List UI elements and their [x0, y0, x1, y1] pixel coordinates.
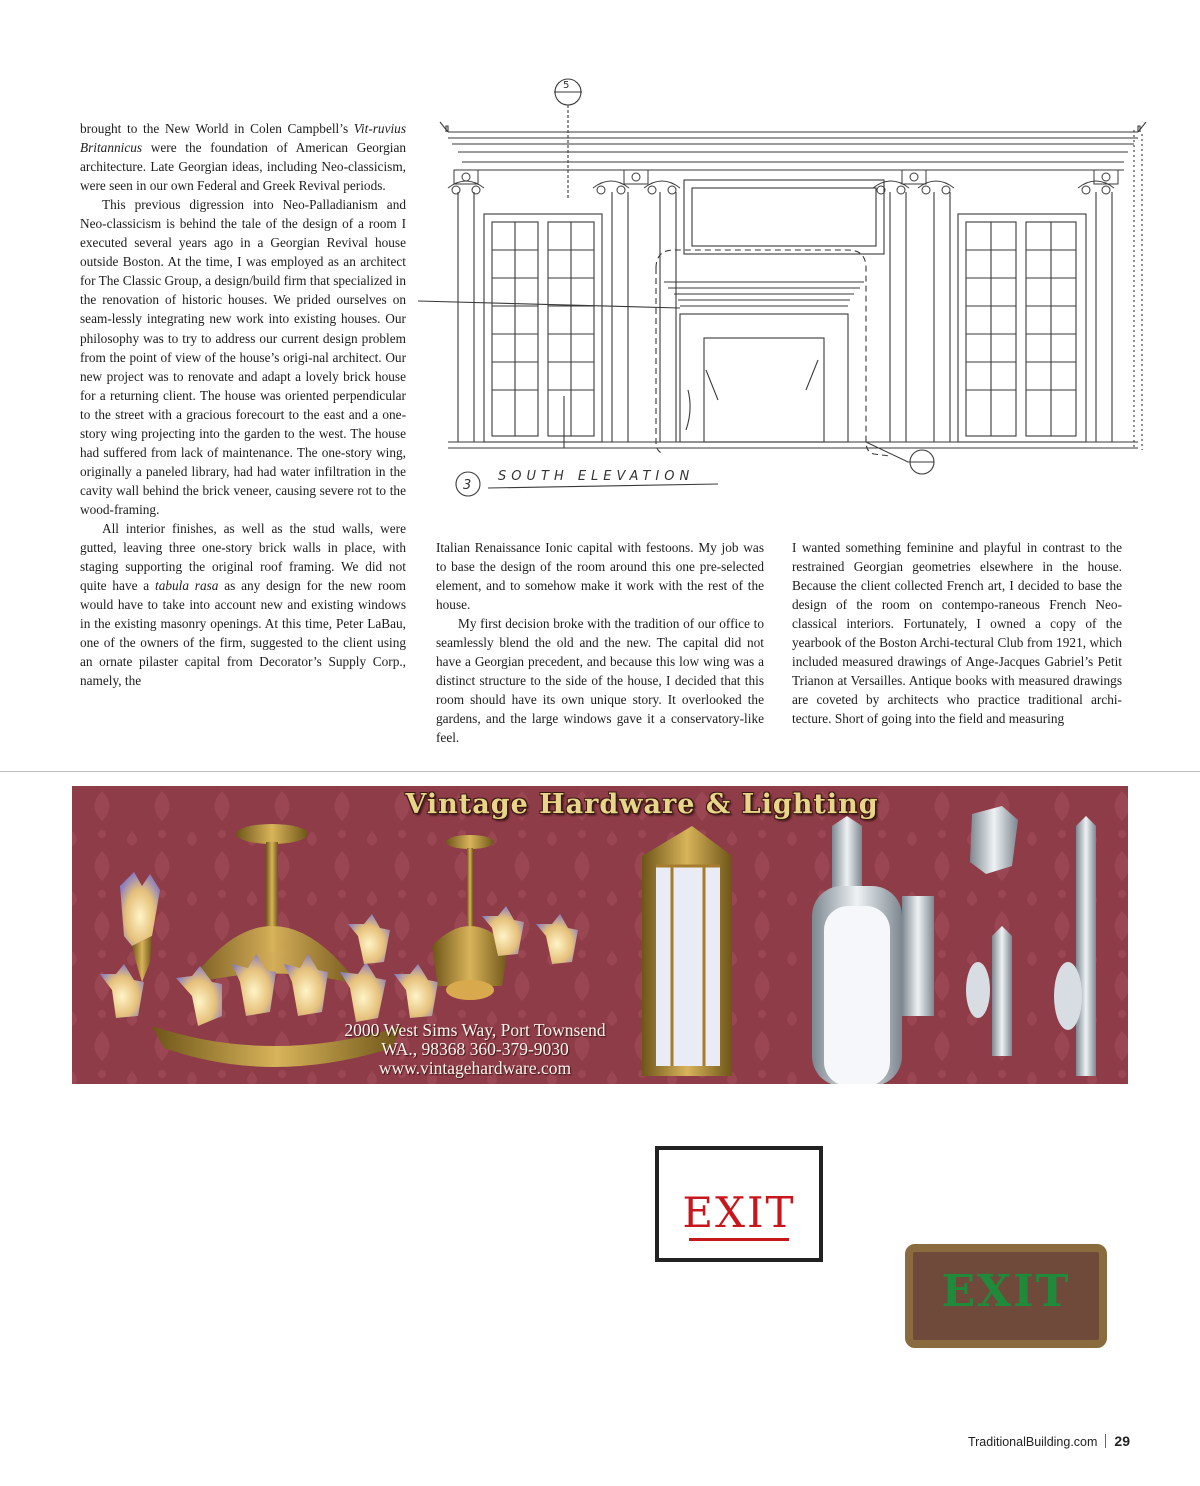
page-footer	[968, 1433, 1130, 1449]
italic-title: tabula rasa	[155, 578, 219, 594]
article-paragraph: I wanted something feminine and playful in contrast to the restrained Georgian geometries elsewhere in the house. Because the client collected French art, I decided to base the design of the room on contempo-raneous French Neo-classical interiors. Fortunately, I owned a copy of the yearbook of the Boston Archi-tectural Club from 1921, which included measured drawings of Ange-Jacques Gabriel’s Petit Trianon at Versailles. Antique books with measured drawings are coveted by architects who practice traditional archi-tecture. Short of going into the field and measuring	[792, 540, 1122, 727]
ad-title: Vintage Hardware & Lighting	[405, 789, 879, 820]
ad-address	[310, 1021, 640, 1078]
footer-separator	[1105, 1434, 1106, 1448]
south-elevation-drawing	[418, 70, 1178, 510]
exit-sign-2-label: EXIT	[941, 1266, 1071, 1317]
site-name[interactable]: TraditionalBuilding.com	[967, 1435, 1098, 1449]
advertisement[interactable]	[72, 786, 1128, 1084]
article-column-2	[436, 538, 764, 748]
article-column-3	[792, 538, 1122, 728]
brass-wall-lantern	[642, 826, 732, 1076]
article-paragraph: All interior finishes, as well as the stud walls, were gutted, leaving three one-story brick walls in place, with staging supporting the original roof framing. We did not quite have a tabula rasa as any design for the new room would have to take into account new and existing windows in the existing masonry openings. At this time, Peter LaBau, one of the owners of the firm, suggested to the client using an ornate pilaster capital from Decorator’s Supply Corp., namely, the	[80, 520, 407, 689]
exit-sign-ornate	[905, 1244, 1107, 1348]
exit-sign-1-label: EXIT	[682, 1188, 796, 1237]
divider	[0, 771, 1200, 772]
page-number: 29	[1114, 1433, 1130, 1449]
article-paragraph: Italian Renaissance Ionic capital with festoons. My job was to base the design of the room around this one pre-selected element, and to somehow make it work with the rest of the house.	[436, 540, 764, 613]
exit-sign-deco	[655, 1146, 823, 1262]
ad-website[interactable]: www.vintagehardware.com	[378, 1058, 572, 1078]
section-tag-label: 5	[563, 80, 570, 91]
ad-address-line-1: 2000 West Sims Way, Port Townsend	[344, 1020, 606, 1040]
drawing-label: SOUTH ELEVATION	[498, 469, 695, 484]
drawing-number: 3	[463, 478, 472, 493]
article-paragraph: This previous digression into Neo-Palladianism and Neo-classicism is behind the tale of the design of a room I executed several years ago in a Georgian Revival house outside Boston. At the time, I was employed as an architect for The Classic Group, a design/build firm that specialized in the renovation of historic houses. We prided ourselves on seam-lessly integrating new work into existing houses. Our philosophy was to try to address our current design problem from the point of view of the house’s origi-nal architect. Our new project was to renovate and adapt a lovely brick house for a returning client. The house was oriented perpendicular to the street with a gracious forecourt to the east and a one-story wing projecting into the garden to the west. The house had suffered from lack of maintenance. The one-story wing, originally a paneled library, had had water infiltration in the cavity wall behind the brick veneer, causing severe rot to the wood-framing.	[80, 197, 406, 517]
ad-address-line-2: WA., 98368 360-379-9030	[381, 1039, 569, 1059]
article-column-1	[80, 119, 406, 690]
article-paragraph: My first decision broke with the tradition of our office to seamlessly blend the old and the new. The capital did not have a Georgian precedent, and because this low wing was a distinct structure to the side of the house, I decided that this room should have its own unique story. It overlooked the gardens, and the large windows gave it a conservatory-like feel.	[436, 616, 764, 746]
italic-title: Vit-ruvius Britannicus	[80, 121, 406, 156]
article-paragraph: brought to the New World in Colen Campbell’s Vit-ruvius Britannicus were the foundation of American Georgian architecture. Late Georgian ideas, including Neo-classicism, were seen in our own Federal and Greek Revival periods.	[80, 121, 406, 194]
